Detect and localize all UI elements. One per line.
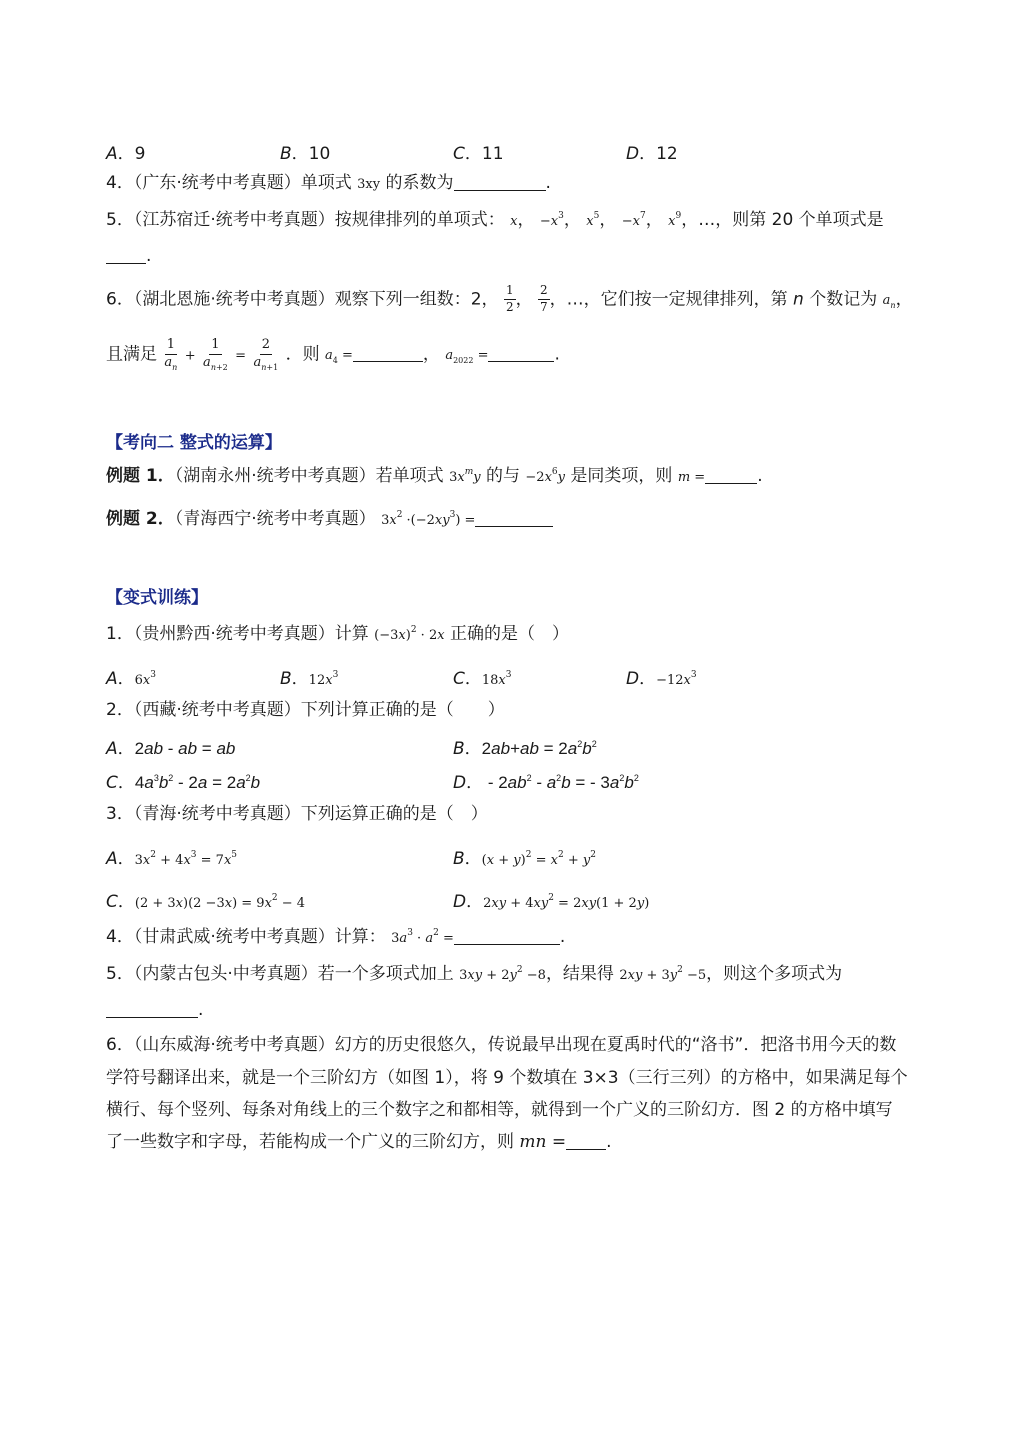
answer-blank[interactable]	[454, 174, 546, 191]
answer-blank[interactable]	[705, 467, 757, 484]
question-4: 4．（广东·统考中考真题）单项式 3xy 的系数为 .	[106, 173, 551, 193]
answer-blank-a4[interactable]	[353, 345, 423, 362]
answer-blank[interactable]	[475, 510, 553, 527]
section-heading-practice: 【变式训练】	[106, 588, 208, 608]
answer-blank[interactable]	[566, 1133, 606, 1150]
question-6-line1: 6．（湖北恩施·统考中考真题）观察下列一组数：2， $\frac{1}{2}$ ， $\frac{2}{7}$ ，…，它们按一定规律排列，第 n 个数记为 $a_n$，	[106, 283, 913, 314]
answer-blank[interactable]	[106, 247, 146, 264]
practice-1: 1．（贵州黔西·统考中考真题）计算 $(-3x)^2 \cdot 2x$ 正确的是（ ）	[106, 624, 569, 644]
option-c: C．$4a^3b^2 - 2a = 2a^2b$	[106, 773, 261, 793]
option-a: A．$3x^2 + 4x^3 = 7x^5$	[106, 849, 238, 869]
practice-5-answer: .	[106, 1000, 203, 1020]
q3-option-d: D．12	[626, 144, 678, 164]
practice-6-line3: 横行、每个竖列、每条对角线上的三个数字之和都相等，就得到一个广义的三阶幻方．图 2 的方格中填写	[106, 1100, 893, 1120]
practice-6-line1: 6．（山东威海·统考中考真题）幻方的历史很悠久，传说最早出现在夏禹时代的“洛书”．把洛书用今天的数	[106, 1035, 897, 1055]
question-6-line2: 且满足 $\frac{1}{a_n}$ + $\frac{1}{a_{n+2}}$ = $\frac{2}{a_{n+1}}$ ．则 $a_4$ = ， $a_{2022}$ = .	[106, 337, 560, 372]
answer-blank[interactable]	[106, 1001, 198, 1018]
q3-option-a: A．9	[106, 144, 146, 164]
option-a: A．2ab - ab = ab	[106, 739, 236, 759]
option-b: B．$(x + y)^2 = x^2 + y^2$	[453, 849, 596, 869]
option-d: D． - $2ab^2 - a^2b$ = - $3a^2b^2$	[453, 773, 639, 793]
example-2: 例题 2．（青海西宁·统考中考真题） $3x^2 \cdot(-2xy^3)$ =	[106, 509, 553, 529]
math-expr: 3xy	[357, 177, 381, 192]
practice-6-line2: 学符号翻译出来，就是一个三阶幻方（如图 1），将 9 个数填在 3×3（三行三列）的方格中，如果满足每个	[106, 1068, 908, 1088]
practice-4: 4．（甘肃武威·统考中考真题）计算： $3a^3 \cdot a^2$ = .	[106, 927, 566, 947]
option-c: C．$18x^3$	[453, 669, 512, 689]
option-b: B．$2ab+ab = 2a^2b^2$	[453, 739, 597, 759]
q3-option-b: B．10	[280, 144, 331, 164]
option-b: B．$12x^3$	[280, 669, 339, 689]
practice-6-line4: 了一些数字和字母，若能构成一个广义的三阶幻方，则 mn = .	[106, 1132, 612, 1152]
question-5: 5．（江苏宿迁·统考中考真题）按规律排列的单项式： x， $-x^3$， $x^5$， $-x^7$， $x^9$，…，则第 20 个单项式是	[106, 210, 884, 230]
option-c: C．$(2 + 3x)(2 -3x) = 9x^2 - 4$	[106, 892, 306, 912]
answer-blank[interactable]	[454, 928, 560, 945]
section-heading: 【考向二 整式的运算】	[106, 433, 282, 453]
practice-3: 3．（青海·统考中考真题）下列运算正确的是（ ）	[106, 804, 488, 824]
option-d: D．$2xy + 4xy^2 = 2xy(1 + 2y)$	[453, 892, 650, 912]
practice-2: 2．（西藏·统考中考真题）下列计算正确的是（ ）	[106, 700, 505, 720]
q3-option-c: C．11	[453, 144, 504, 164]
option-d: D．$-12x^3$	[626, 669, 697, 689]
question-5-answer: .	[106, 246, 151, 266]
example-1: 例题 1．（湖南永州·统考中考真题）若单项式 $3x^my$ 的与 $-2x^6y$ 是同类项，则 m = .	[106, 466, 763, 486]
answer-blank-a2022[interactable]	[488, 345, 554, 362]
practice-5: 5．（内蒙古包头·中考真题）若一个多项式加上 $3xy + 2y^2 -8$，结果得 $2xy + 3y^2 -5$，则这个多项式为	[106, 964, 843, 984]
option-a: A．$6x^3$	[106, 669, 156, 689]
fraction-2-7: $\frac{2}{7}$	[540, 283, 548, 314]
fraction-1-2: $\frac{1}{2}$	[505, 283, 514, 314]
